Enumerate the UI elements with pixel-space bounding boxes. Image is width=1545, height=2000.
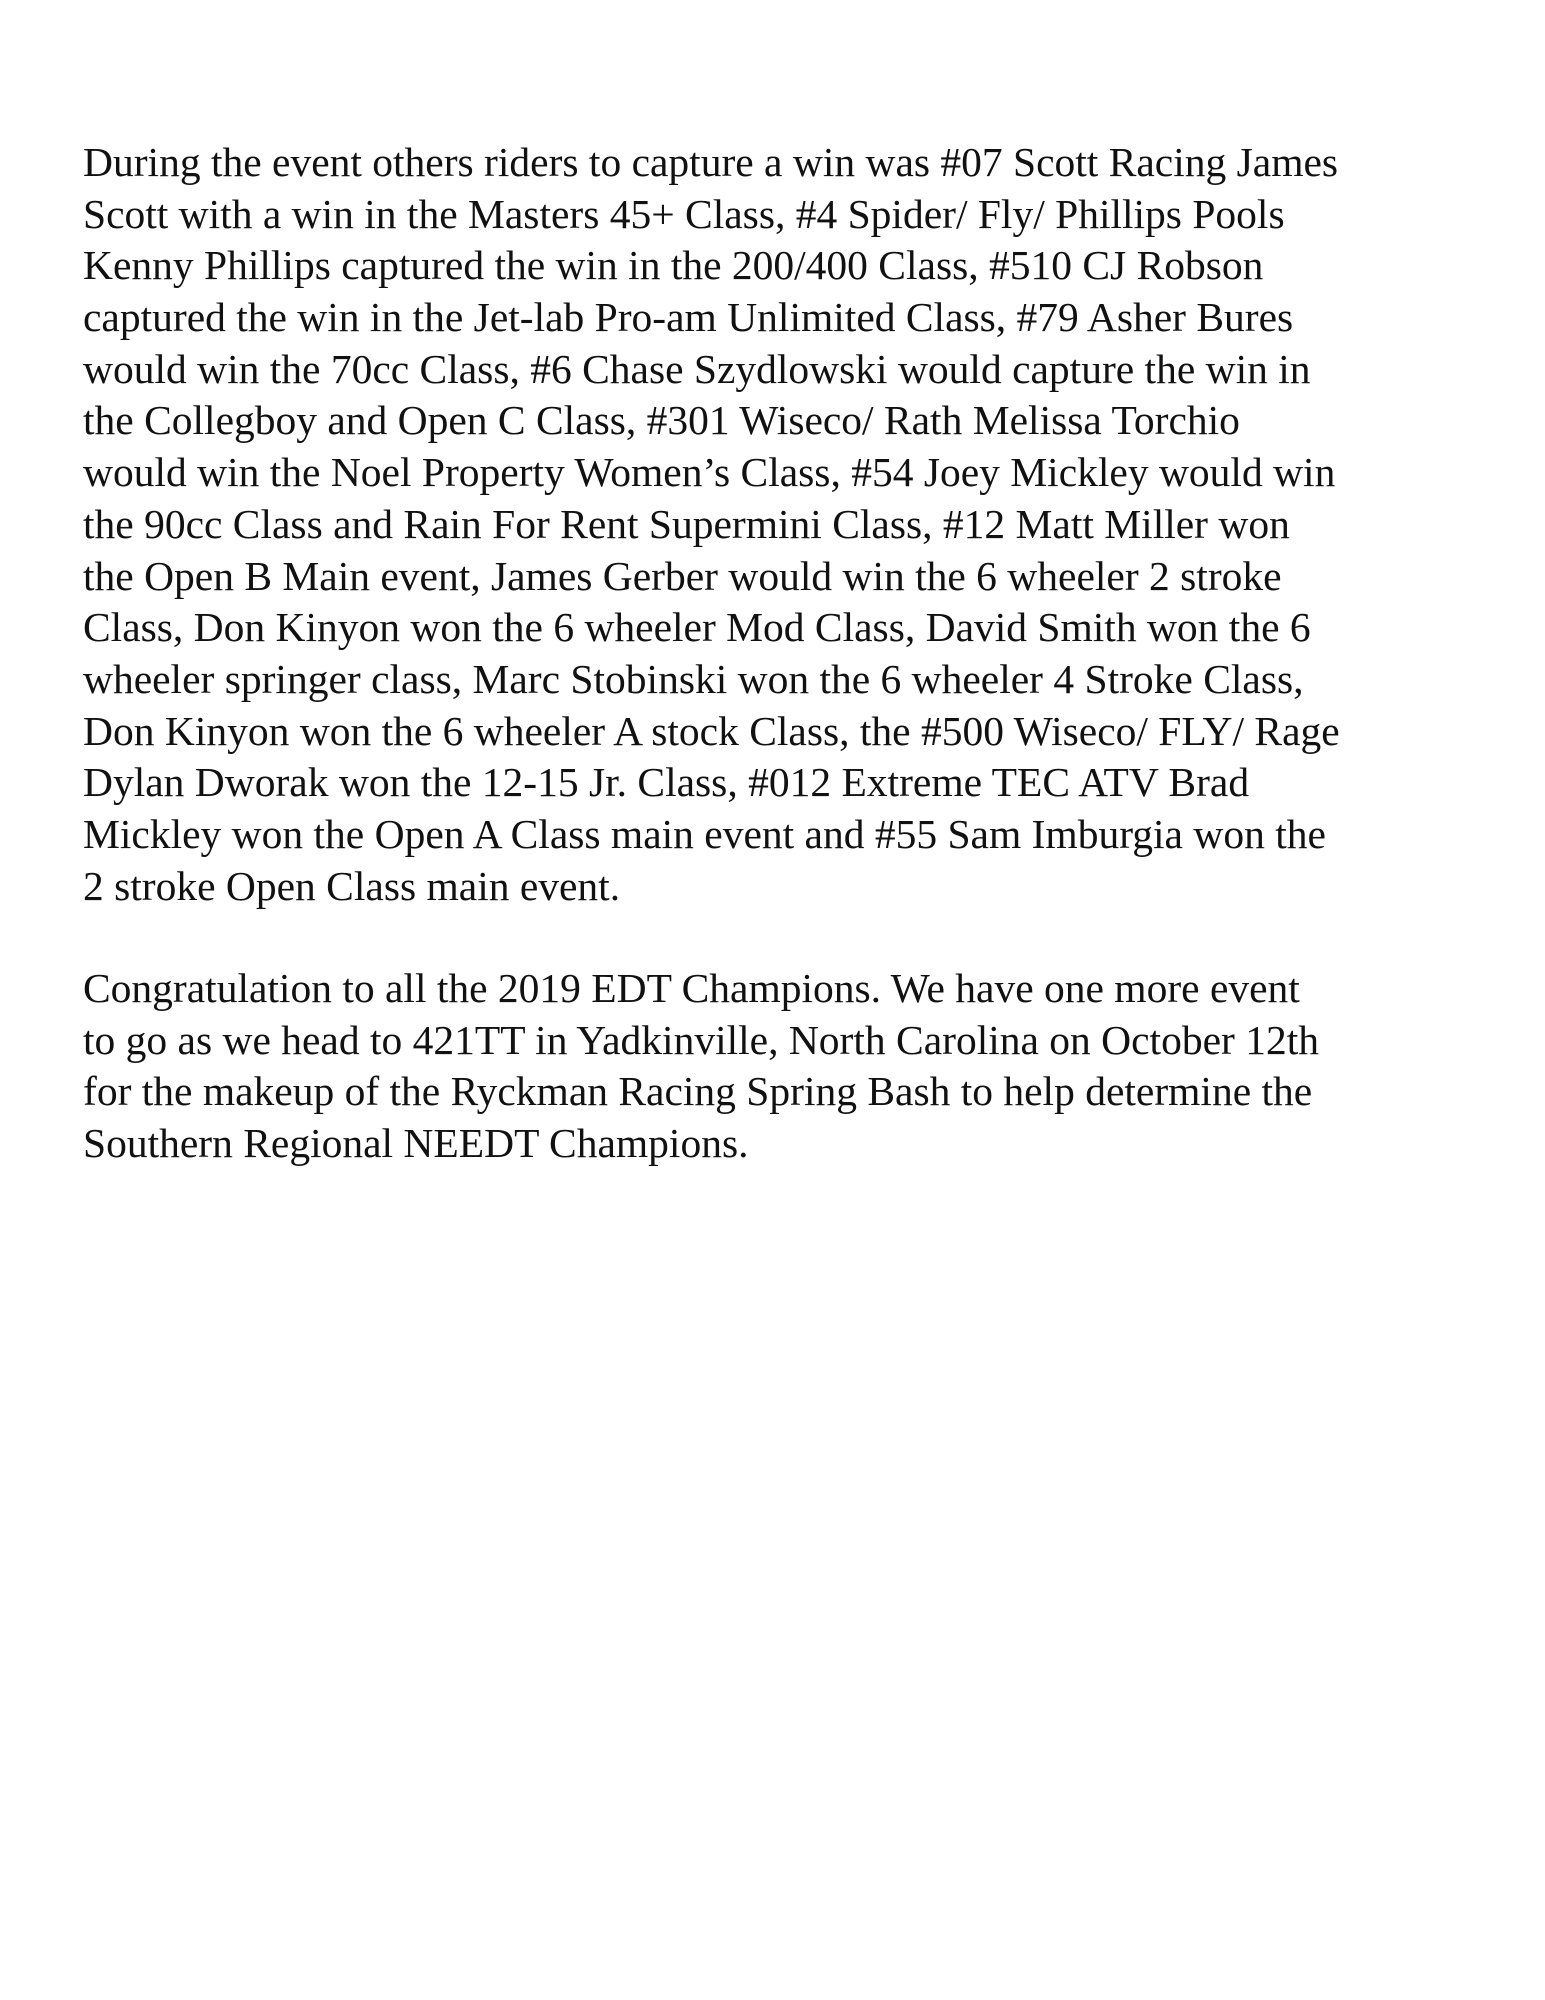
text-line: wheeler springer class, Marc Stobinski won the 6 wheeler 4 Stroke Class, — [83, 655, 1304, 702]
text-line: Mickley won the Open A Class main event and #55 Sam Imburgia won the — [83, 810, 1326, 857]
text-line: the Open B Main event, James Gerber would win the 6 wheeler 2 stroke — [83, 552, 1282, 599]
text-line: Don Kinyon won the 6 wheeler A stock Class, the #500 Wiseco/ FLY/ Rage — [83, 707, 1340, 754]
text-line: Class, Don Kinyon won the 6 wheeler Mod Class, David Smith won the 6 — [83, 604, 1311, 651]
text-line: the Collegboy and Open C Class, #301 Wiseco/ Rath Melissa Torchio — [83, 397, 1240, 444]
text-line: Scott with a win in the Masters 45+ Class, #4 Spider/ Fly/ Phillips Pools — [83, 190, 1285, 237]
text-line: would win the 70cc Class, #6 Chase Szydlowski would capture the win in — [83, 345, 1311, 392]
text-line: the 90cc Class and Rain For Rent Supermini Class, #12 Matt Miller won — [83, 500, 1290, 547]
text-line: would win the Noel Property Women’s Class, #54 Joey Mickley would win — [83, 449, 1336, 496]
paragraph-congratulations — [83, 963, 1483, 1170]
paragraph-event-winners — [83, 137, 1483, 912]
text-line: Southern Regional NEEDT Champions. — [83, 1120, 749, 1167]
text-line: to go as we head to 421TT in Yadkinville, North Carolina on October 12th — [83, 1016, 1319, 1063]
text-line: 2 stroke Open Class main event. — [83, 862, 621, 909]
text-line: Kenny Phillips captured the win in the 200/400 Class, #510 CJ Robson — [83, 242, 1264, 289]
text-line: captured the win in the Jet-lab Pro-am Unlimited Class, #79 Asher Bures — [83, 294, 1294, 341]
text-line: for the makeup of the Ryckman Racing Spring Bash to help determine the — [83, 1068, 1313, 1115]
text-line: During the event others riders to capture a win was #07 Scott Racing James — [83, 139, 1339, 185]
text-line: Dylan Dworak won the 12-15 Jr. Class, #012 Extreme TEC ATV Brad — [83, 759, 1250, 806]
text-line: Congratulation to all the 2019 EDT Champions. We have one more event — [83, 965, 1300, 1011]
